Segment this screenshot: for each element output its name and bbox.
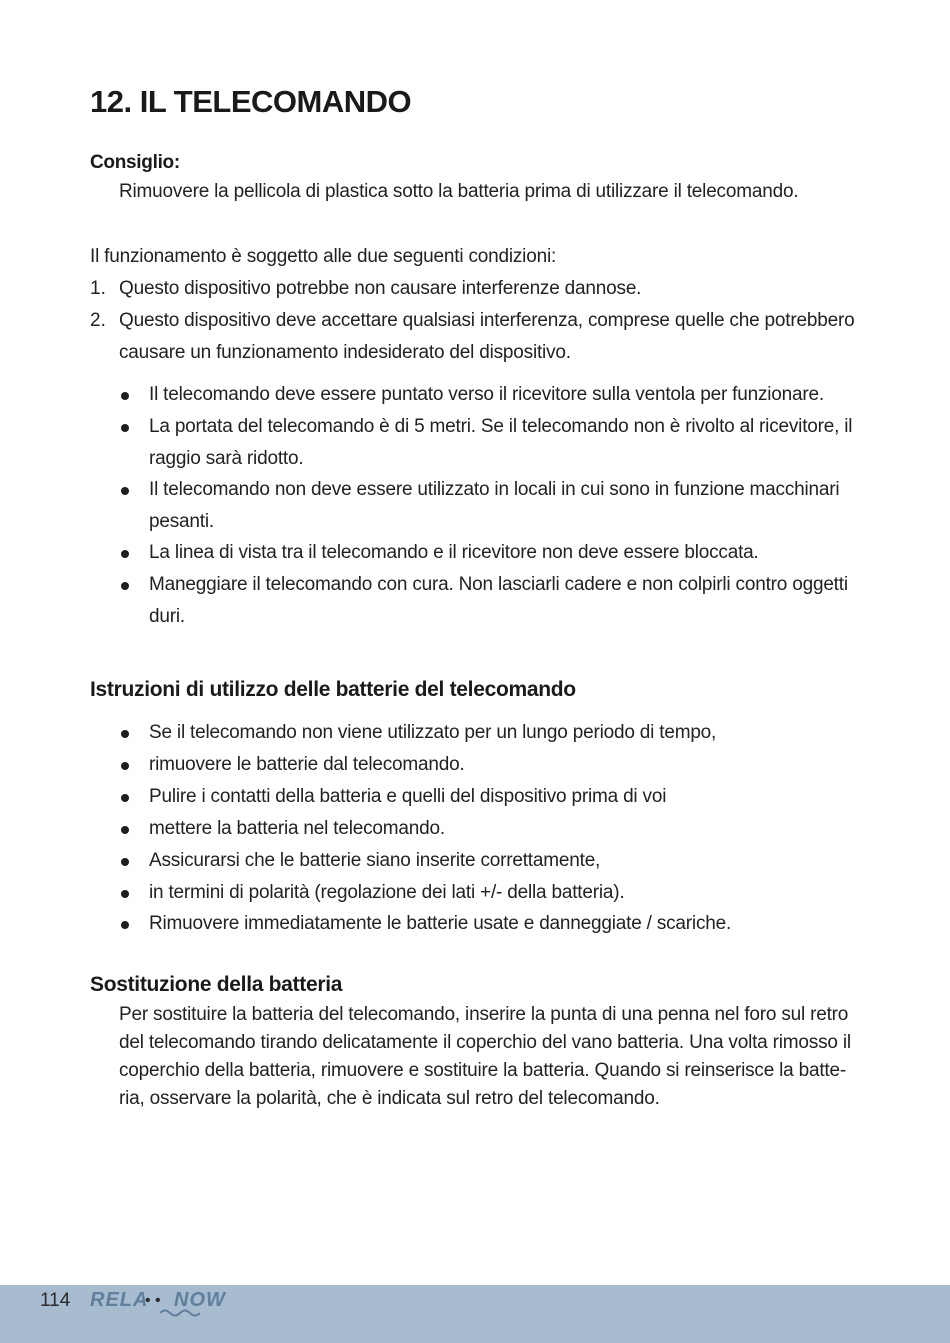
usage-bullet-text: Il telecomando deve essere puntato verso il ricevitore sulla ventola per funzionare.: [149, 384, 824, 405]
bullet-icon: [121, 826, 129, 834]
battery-instructions-heading: Istruzioni di utilizzo delle batterie del telecomando: [90, 678, 576, 701]
usage-bullet-text: La portata del telecomando è di 5 metri. Se il telecomando non è rivolto al ricevitore, il: [149, 416, 853, 437]
bullet-icon: [121, 487, 129, 495]
tip-text: Rimuovere la pellicola di plastica sotto la batteria prima di utilizzare il telecomando.: [119, 181, 799, 202]
condition-number: 1.: [90, 278, 106, 299]
battery-bullet-text: in termini di polarità (regolazione dei lati +/- della batteria).: [149, 882, 625, 903]
replacement-text: Per sostituire la batteria del telecomando, inserire la punta di una penna nel foro sul retro: [119, 1004, 849, 1025]
bullet-icon: [121, 890, 129, 898]
battery-bullet-text: Pulire i contatti della batteria e quelli del dispositivo prima di voi: [149, 786, 667, 807]
battery-bullet-text: Se il telecomando non viene utilizzato per un lungo periodo di tempo,: [149, 722, 717, 743]
condition-text-continued: causare un funzionamento indesiderato del dispositivo.: [119, 342, 571, 363]
logo-text-left: RELA: [90, 1289, 149, 1311]
bullet-icon: [121, 794, 129, 802]
tip-heading: Consiglio:: [90, 152, 180, 173]
bullet-icon: [121, 858, 129, 866]
wave-icon: [160, 1308, 200, 1318]
replacement-text: ria, osservare la polarità, che è indicata sul retro del telecomando.: [119, 1088, 660, 1109]
conditions-intro: Il funzionamento è soggetto alle due seguenti condizioni:: [90, 246, 557, 267]
logo-text-right: NOW: [174, 1289, 226, 1311]
usage-bullet-text: Maneggiare il telecomando con cura. Non lasciarli cadere e non colpirli contro oggetti: [149, 574, 848, 595]
replacement-heading: Sostituzione della batteria: [90, 973, 343, 996]
bullet-icon: [121, 762, 129, 770]
usage-bullet-text: La linea di vista tra il telecomando e il ricevitore non deve essere bloccata.: [149, 542, 759, 563]
page-number: 114: [40, 1290, 71, 1311]
usage-bullet-text-continued: pesanti.: [149, 511, 214, 532]
replacement-text: del telecomando tirando delicatamente il coperchio del vano batteria. Una volta rimosso il: [119, 1032, 851, 1053]
battery-bullet-text: Rimuovere immediatamente le batterie usate e danneggiate / scariche.: [149, 913, 732, 934]
condition-text: Questo dispositivo potrebbe non causare interferenze dannose.: [119, 278, 642, 299]
bullet-icon: [121, 582, 129, 590]
condition-text: Questo dispositivo deve accettare qualsiasi interferenza, comprese quelle che potrebbero: [119, 310, 855, 331]
bullet-icon: [121, 392, 129, 400]
page-title: 12. IL TELECOMANDO: [90, 84, 412, 119]
battery-bullet-text: mettere la batteria nel telecomando.: [149, 818, 445, 839]
bullet-icon: [121, 921, 129, 929]
bullet-icon: [121, 730, 129, 738]
usage-bullet-text-continued: raggio sarà ridotto.: [149, 448, 304, 469]
battery-bullet-text: rimuovere le batterie dal telecomando.: [149, 754, 465, 775]
usage-bullet-text: Il telecomando non deve essere utilizzato in locali in cui sono in funzione macchinari: [149, 479, 840, 500]
bullet-icon: [121, 550, 129, 558]
bullet-icon: [121, 424, 129, 432]
condition-number: 2.: [90, 310, 106, 331]
usage-bullet-text-continued: duri.: [149, 606, 185, 627]
replacement-text: coperchio della batteria, rimuovere e sostituire la batteria. Quando si reinserisce la batte-: [119, 1060, 847, 1081]
logo-dots: • •: [145, 1292, 161, 1309]
brand-logo: [90, 1289, 148, 1312]
battery-bullet-text: Assicurarsi che le batterie siano inserite correttamente,: [149, 850, 601, 871]
